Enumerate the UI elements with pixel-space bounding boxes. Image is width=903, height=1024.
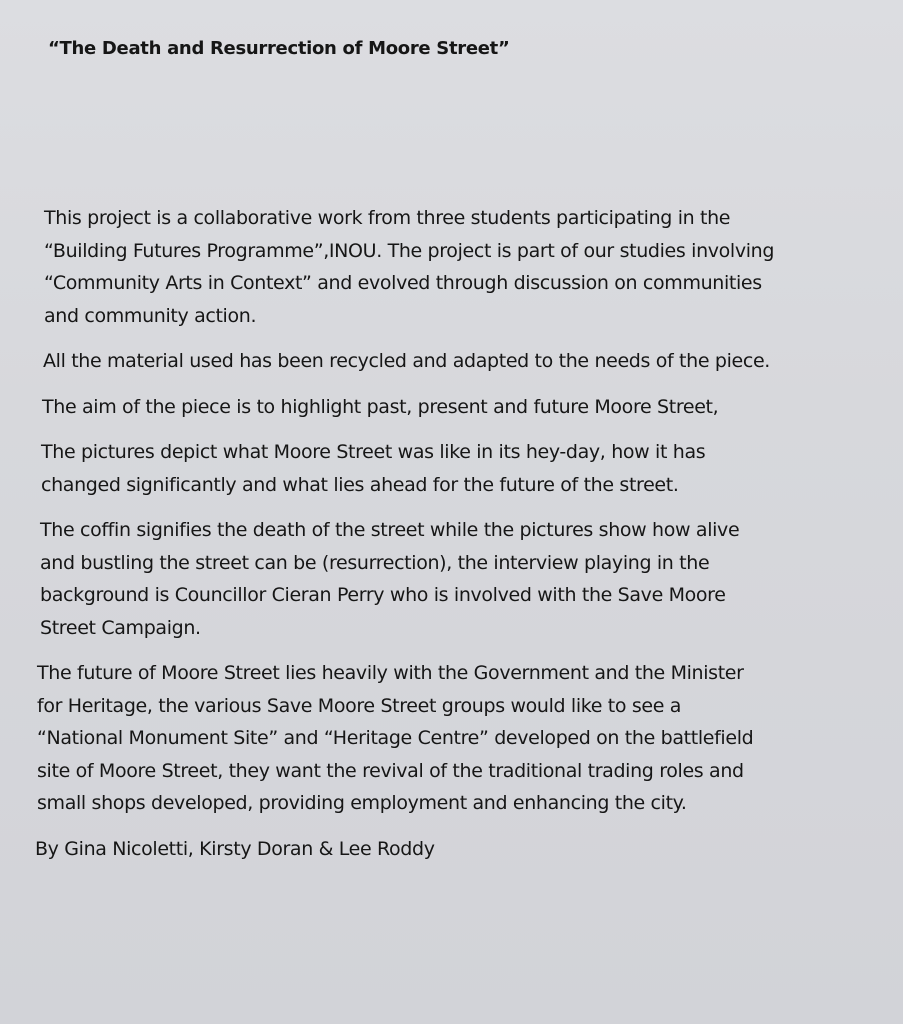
paragraph-coffin: The coffin signifies the death of the street while the pictures show how alive and bustling the street can be (resurrection), the interview playing in the background is Councillor Cieran Perry who is involved with the Save Moore Street Campaign. [40,519,740,639]
paragraph-aim: The aim of the piece is to highlight past, present and future Moore Street, [42,395,719,418]
document-title: “The Death and Resurrection of Moore Street” [48,38,510,59]
paragraph-future: The future of Moore Street lies heavily with the Government and the Minister for Heritage, the various Save Moore Street groups would like to see a “National Monument Site” and “Heritage Centre” developed on the battlefield site of Moore Street, they want the revival of the traditional trading roles and small shops developed, providing employment and enhancing the city. [37,662,754,814]
author-byline: By Gina Nicoletti, Kirsty Doran & Lee Roddy [35,837,435,860]
paragraph-pictures: The pictures depict what Moore Street was like in its hey-day, how it has changed significantly and what lies ahead for the future of the street. [41,441,706,496]
paragraph-materials: All the material used has been recycled and adapted to the needs of the piece. [43,350,770,372]
paragraph-project-intro: This project is a collaborative work from three students participating in the “Building Futures Programme”,INOU. The project is part of our studies involving “Community Arts in Context” and evolved through discussion on communities and community action. [44,207,775,327]
document-body [35,202,872,878]
